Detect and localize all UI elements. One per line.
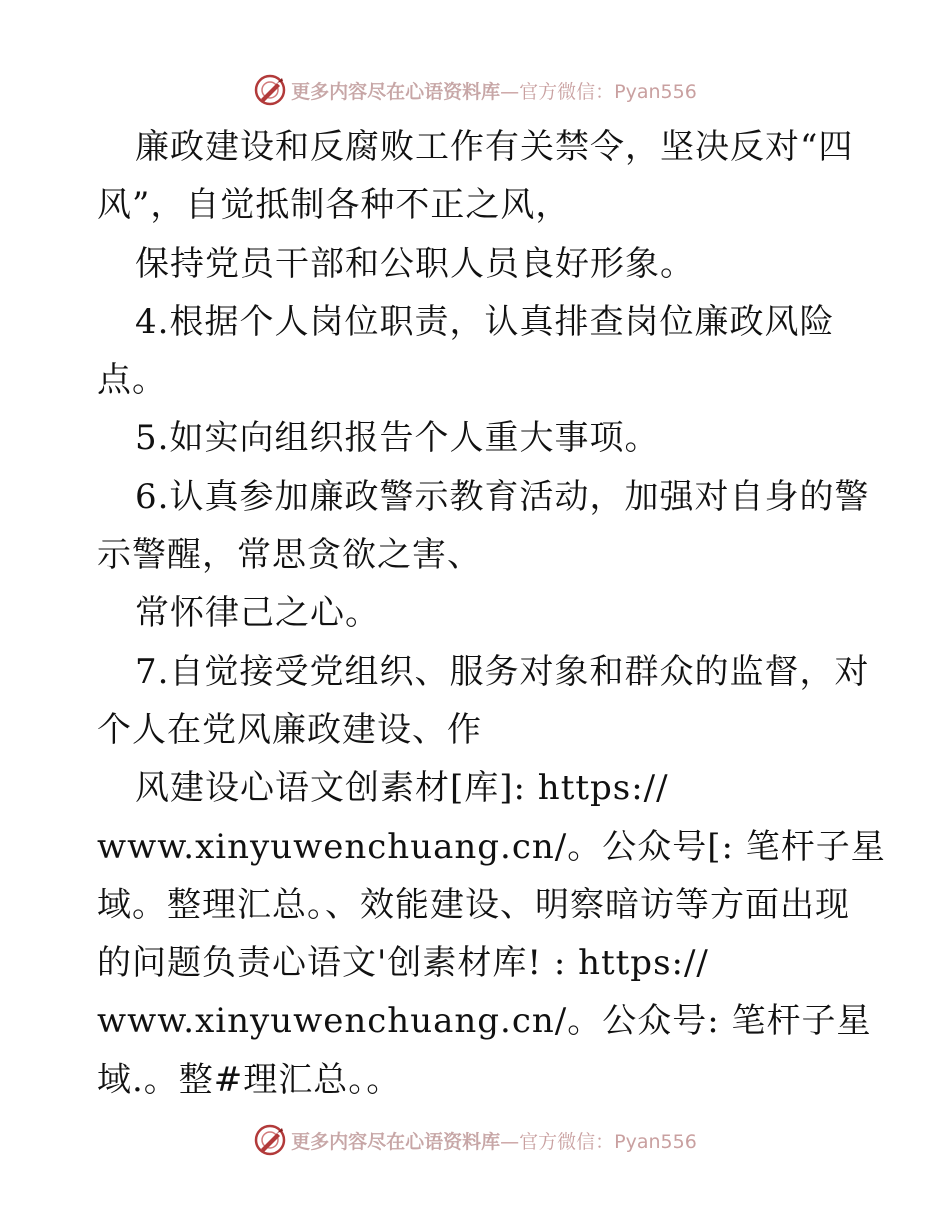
body-line: 域.。整#理汇总。。 (97, 1059, 402, 1100)
body-line: 风”，自觉抵制各种不正之风， (97, 185, 571, 226)
header-watermark-contact: —官方微信：Pyan556 (500, 80, 697, 103)
watermark-logo-icon (253, 73, 287, 107)
body-line: 常怀律己之心。 (135, 593, 380, 634)
body-line: 个人在党风廉政建设、作 (97, 709, 482, 750)
body-line: 6.认真参加廉政警示教育活动，加强对自身的警 (135, 476, 870, 517)
footer-watermark-contact: —官方微信：Pyan556 (500, 1130, 697, 1153)
document-body (97, 118, 886, 1109)
body-line: 域。整理汇总。、效能建设、明察暗访等方面出现 (97, 884, 850, 925)
body-line: 风建设心语文创素材[库]: https:// (135, 768, 669, 809)
header-watermark-title: 更多内容尽在心语资料库 (291, 80, 501, 103)
body-line: 7.自觉接受党组织、服务对象和群众的监督，对 (135, 651, 870, 692)
body-line: www.xinyuwenchuang.cn/。公众号[: 笔杆子星 (97, 826, 886, 867)
body-line: www.xinyuwenchuang.cn/。公众号: 笔杆子星 (97, 1001, 872, 1042)
footer-watermark (0, 1120, 950, 1160)
body-line: 廉政建设和反腐败工作有关禁令，坚决反对“四 (135, 127, 854, 167)
body-line: 5.如实向组织报告个人重大事项。 (135, 418, 660, 459)
body-line: 点。 (97, 360, 167, 401)
body-line: 保持党员干部和公职人员良好形象。 (135, 243, 695, 284)
header-watermark (0, 70, 950, 110)
footer-watermark-title: 更多内容尽在心语资料库 (291, 1130, 501, 1153)
body-line: 示警醒，常思贪欲之害、 (97, 535, 482, 576)
watermark-logo-icon (253, 1123, 287, 1157)
body-line: 4.根据个人岗位职责，认真排查岗位廉政风险 (135, 301, 835, 342)
body-line: 的问题负责心语文'创素材库! : https:// (97, 943, 709, 984)
